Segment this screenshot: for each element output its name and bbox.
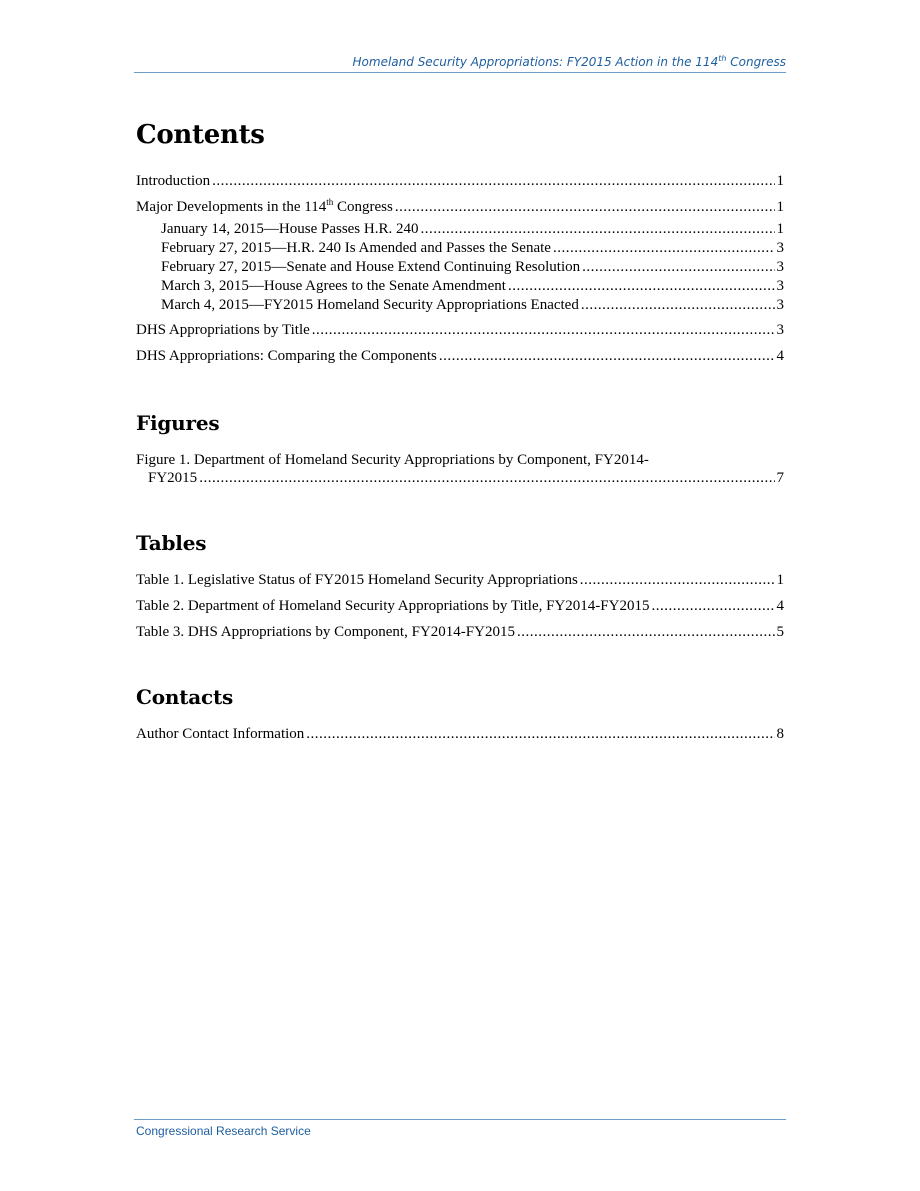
running-header [134, 50, 786, 73]
toc-entry-author-contact[interactable]: Author Contact Information ..... 8 [136, 725, 784, 743]
toc-entry-mar-4[interactable]: March 4, 2015—FY2015 Homeland Security Appropriations Enacted ..... 3 [161, 296, 784, 314]
tables-heading: Tables [136, 531, 207, 555]
toc-entry-table-2[interactable]: Table 2. Department of Homeland Security Appropriations by Title, FY2014-FY2015 ..... 4 [136, 597, 784, 615]
toc-entry-figure-1[interactable]: Figure 1. Department of Homeland Security Appropriations by Component, FY2014- FY2015 ..... 7 [136, 451, 784, 487]
toc-entry-introduction[interactable]: Introduction ..... 1 [136, 172, 784, 190]
toc-entry-jan-14[interactable]: January 14, 2015—House Passes H.R. 240 ..... 1 [161, 220, 784, 238]
toc-entry-dhs-components[interactable]: DHS Appropriations: Comparing the Components ..... 4 [136, 347, 784, 365]
toc-entry-major-developments[interactable]: Major Developments in the 114th Congress ..... 1 [136, 198, 784, 216]
header-title: Homeland Security Appropriations: FY2015 Action in the 114th Congress [352, 54, 786, 69]
contacts-heading: Contacts [136, 685, 234, 709]
toc-entry-table-3[interactable]: Table 3. DHS Appropriations by Component, FY2014-FY2015 ..... 5 [136, 623, 784, 641]
toc-entry-feb-27-amended[interactable]: February 27, 2015—H.R. 240 Is Amended and Passes the Senate ..... 3 [161, 239, 784, 257]
table-of-contents [136, 120, 784, 751]
toc-entry-dhs-by-title[interactable]: DHS Appropriations by Title ..... 3 [136, 321, 784, 339]
contents-heading: Contents [136, 120, 265, 150]
toc-entry-table-1[interactable]: Table 1. Legislative Status of FY2015 Homeland Security Appropriations ..... 1 [136, 571, 784, 589]
footer-text: Congressional Research Service [136, 1124, 311, 1138]
toc-entry-mar-3[interactable]: March 3, 2015—House Agrees to the Senate Amendment ..... 3 [161, 277, 784, 295]
running-footer [134, 1119, 786, 1138]
figures-heading: Figures [136, 411, 220, 435]
toc-entry-feb-27-cr[interactable]: February 27, 2015—Senate and House Extend Continuing Resolution ..... 3 [161, 258, 784, 276]
